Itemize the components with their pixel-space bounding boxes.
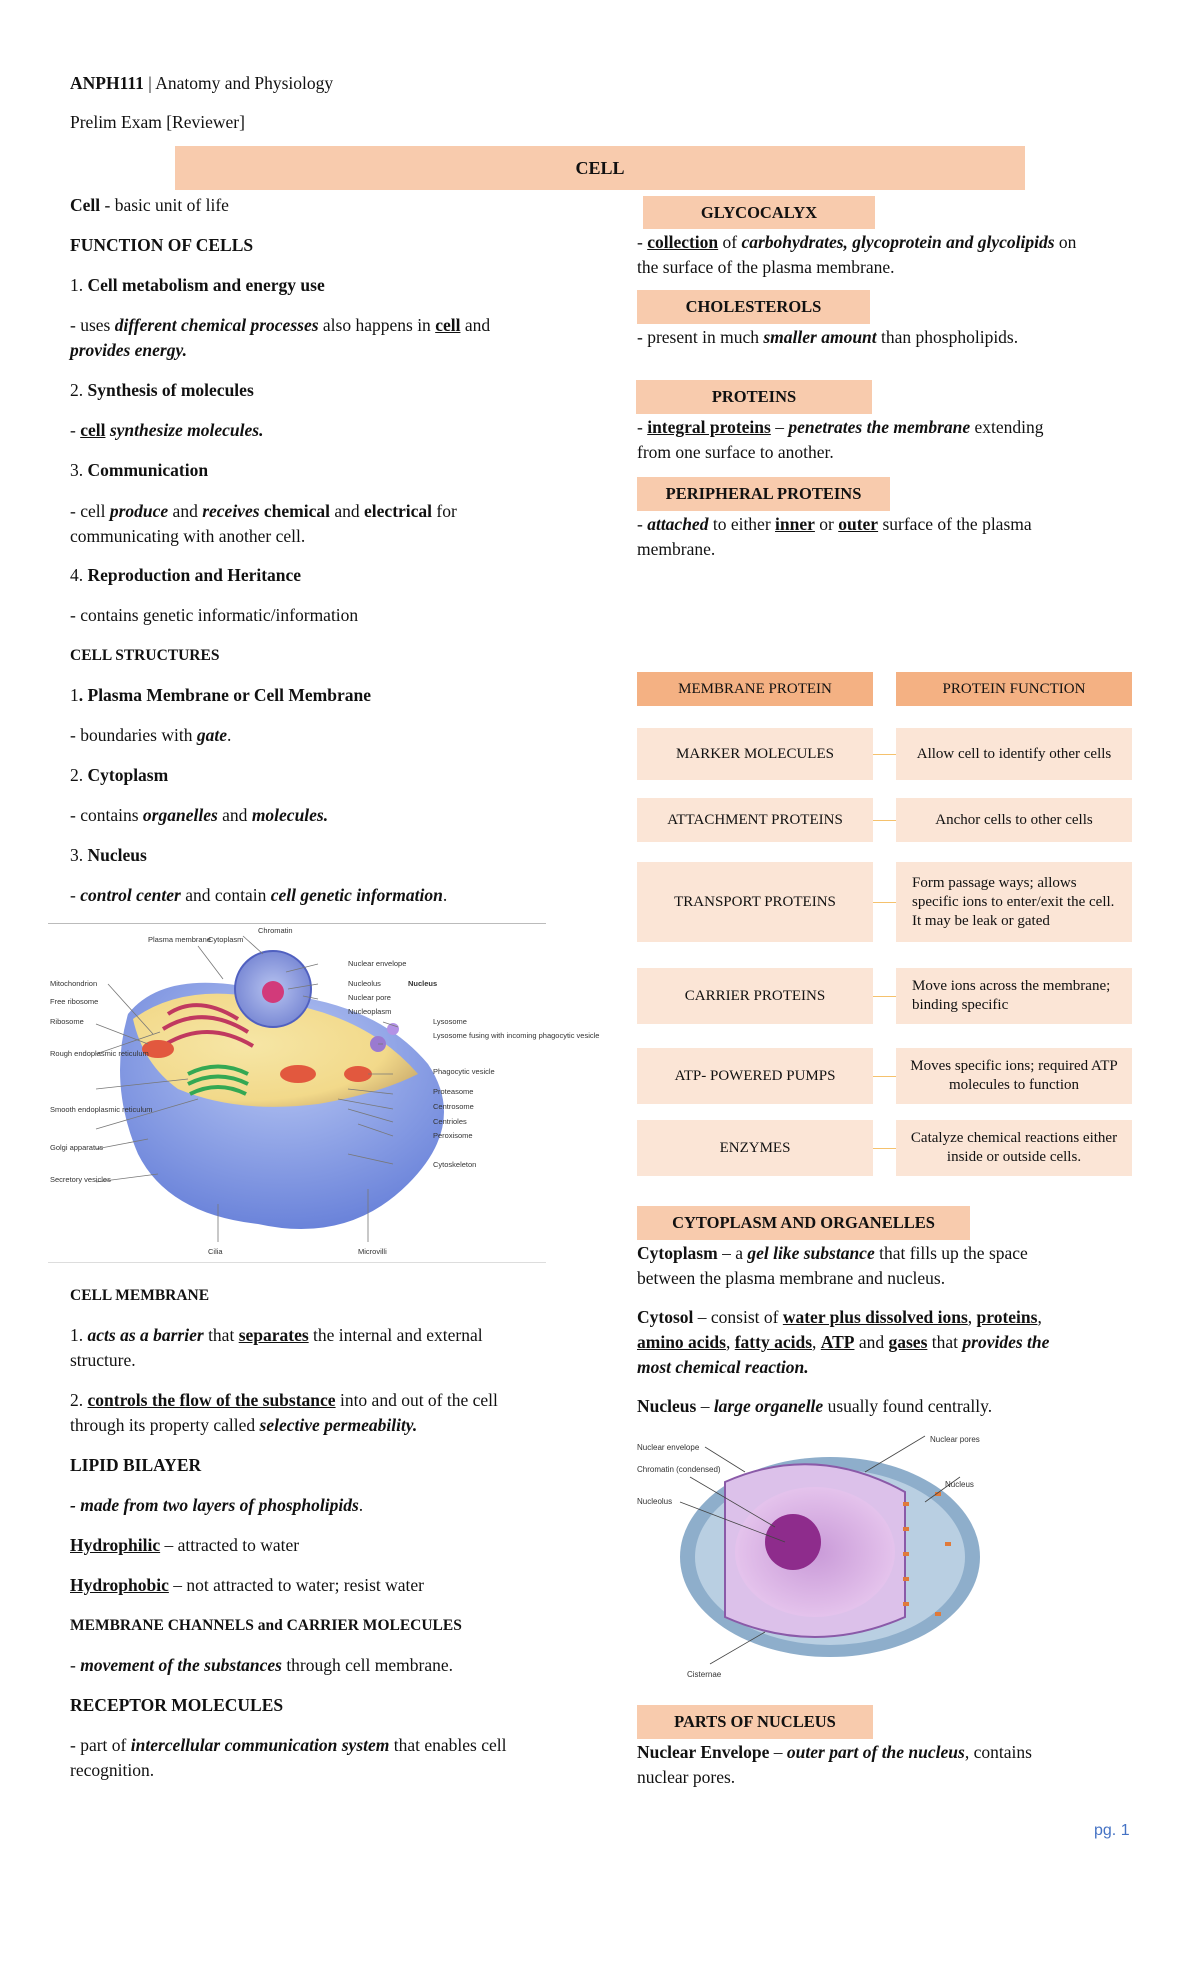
s1-d1: - boundaries with xyxy=(70,725,197,745)
env-term: Nuclear Envelope xyxy=(637,1742,770,1762)
label-microvilli: Microvilli xyxy=(358,1247,387,1256)
channels-d1: - xyxy=(70,1655,81,1675)
lipid-desc xyxy=(70,1493,363,1518)
nucleolus-shape-2 xyxy=(765,1514,821,1570)
label-cytoskeleton: Cytoskeleton xyxy=(433,1160,477,1169)
f3-d8: for xyxy=(432,501,457,521)
cell-definition xyxy=(70,193,229,218)
f1-d5: and xyxy=(460,315,491,335)
label-ribosome: Ribosome xyxy=(50,1017,84,1026)
cholesterols-desc xyxy=(637,325,1018,350)
peri-d2: attached xyxy=(647,514,709,534)
nucleus-d2: large organelle xyxy=(713,1396,824,1416)
label-free-ribosome: Free ribosome xyxy=(50,997,99,1006)
course-code: ANPH111 xyxy=(70,73,144,93)
cyto-d2: – a xyxy=(717,1243,748,1263)
env-d4: nuclear pores. xyxy=(637,1767,736,1787)
hydrophilic-line xyxy=(70,1533,299,1558)
cytosol-d10: ATP xyxy=(820,1332,855,1352)
function-3 xyxy=(70,458,208,483)
glyco-d4: carbohydrates, glycoprotein and glycolipids xyxy=(741,232,1055,252)
structure-2 xyxy=(70,763,168,788)
label-lysosome: Lysosome xyxy=(433,1017,467,1026)
f3-d7: electrical xyxy=(364,501,433,521)
f1-d4: cell xyxy=(435,315,461,335)
label-chromatin: Chromatin xyxy=(258,926,293,935)
function-3-desc xyxy=(70,499,457,549)
lipid-heading xyxy=(70,1453,201,1478)
table-function-4: Moves specific ions; required ATP molecules to function xyxy=(896,1048,1132,1104)
f1-title: Cell metabolism and energy use xyxy=(87,275,325,295)
f3-d9: communicating with another cell. xyxy=(70,526,306,546)
label-cilia: Cilia xyxy=(208,1247,223,1256)
proteins-label: PROTEINS xyxy=(636,380,872,414)
receptor-heading xyxy=(70,1693,283,1718)
structure-3 xyxy=(70,843,147,868)
cell-diagram xyxy=(48,924,600,1262)
cytosol-d8: fatty acids xyxy=(734,1332,813,1352)
lipid-d1: - made from two layers of phospholipids xyxy=(70,1495,359,1515)
f3-num: 3. xyxy=(70,460,88,480)
s3-d1: - xyxy=(70,885,81,905)
receptor-heading-text: RECEPTOR MOLECULES xyxy=(70,1695,284,1715)
hydrophobic-desc: – not attracted to water; resist water xyxy=(168,1575,424,1595)
membrane-heading-text: CELL MEMBRANE xyxy=(70,1287,210,1304)
m1-num: 1. xyxy=(70,1325,88,1345)
cyto-d1: Cytoplasm xyxy=(637,1243,718,1263)
table-function-5: Catalyze chemical reactions either inside or outside cells. xyxy=(896,1120,1132,1176)
page-number: pg. 1 xyxy=(1094,1822,1130,1839)
nucleus-term: Nucleus xyxy=(637,1396,697,1416)
membrane-heading xyxy=(70,1283,209,1308)
label-secretory-vesicles: Secretory vesicles xyxy=(50,1175,111,1184)
peri-d5: or xyxy=(814,514,839,534)
functions-heading-text: FUNCTION OF CELLS xyxy=(70,235,254,255)
peri-d6: outer xyxy=(838,514,879,534)
s3-d2: control center xyxy=(80,885,181,905)
glyco-d1: - xyxy=(637,232,648,252)
structure-1 xyxy=(70,683,371,708)
cytosol-d1: – consist of xyxy=(693,1307,783,1327)
table-protein-2: TRANSPORT PROTEINS xyxy=(637,862,873,942)
label-nucleoplasm: Nucleoplasm xyxy=(348,1007,392,1016)
s3-num: 3. xyxy=(70,845,88,865)
channels-d3: through cell membrane. xyxy=(281,1655,453,1675)
s2-d3: and xyxy=(217,805,252,825)
structure-1-desc xyxy=(70,723,231,748)
cytosol-d11: and xyxy=(854,1332,889,1352)
table-function-0: Allow cell to identify other cells xyxy=(896,728,1132,780)
channels-d2: movement of the substances xyxy=(80,1655,282,1675)
figure-divider-bottom xyxy=(48,1262,546,1263)
cytosol-d15: most chemical reaction. xyxy=(637,1357,809,1377)
cytosol-d12: gases xyxy=(888,1332,928,1352)
hydrophobic-term: Hydrophobic xyxy=(70,1575,169,1595)
glyco-d5: on xyxy=(1054,232,1077,252)
receptor-d2: intercellular communication system xyxy=(130,1735,390,1755)
label-mitochondrion: Mitochondrion xyxy=(50,979,98,988)
f2-title: Synthesis of molecules xyxy=(87,380,254,400)
nucleus-desc xyxy=(637,1394,992,1419)
cytosol-d14: provides the xyxy=(962,1332,1050,1352)
peripheral-label: PERIPHERAL PROTEINS xyxy=(637,477,890,511)
label-peroxisome: Peroxisome xyxy=(433,1131,473,1140)
structure-2-desc xyxy=(70,803,328,828)
receptor-d3: that enables cell xyxy=(389,1735,507,1755)
cytosol-d9: , xyxy=(812,1332,821,1352)
nucleus-d3: usually found centrally. xyxy=(823,1396,993,1416)
nucleolus-shape xyxy=(262,981,284,1003)
structure-3-desc xyxy=(70,883,447,908)
peri-d4: inner xyxy=(775,514,815,534)
s2-d2: organelles xyxy=(142,805,218,825)
table-connector-1 xyxy=(873,820,896,821)
table-header-protein: MEMBRANE PROTEIN xyxy=(637,672,873,706)
receptor-desc xyxy=(70,1733,506,1783)
f3-d3: and xyxy=(168,501,203,521)
table-protein-4: ATP- POWERED PUMPS xyxy=(637,1048,873,1104)
table-connector-2 xyxy=(873,902,896,903)
m2-num: 2. xyxy=(70,1390,88,1410)
cytosol-d3: , xyxy=(967,1307,977,1327)
label-golgi: Golgi apparatus xyxy=(50,1143,103,1152)
prot-d3: – xyxy=(770,417,789,437)
env-d3: , contains xyxy=(964,1742,1032,1762)
f3-d4: receives xyxy=(202,501,260,521)
m1-b: that xyxy=(203,1325,239,1345)
m2-a: controls the flow of the substance xyxy=(87,1390,336,1410)
f1-d6: provides energy. xyxy=(70,340,187,360)
function-1 xyxy=(70,273,325,298)
s1-num: 1 xyxy=(70,685,79,705)
function-1-desc xyxy=(70,313,490,363)
label-nuclear-pore: Nuclear pore xyxy=(348,993,391,1002)
cytosol-d2: water plus dissolved ions xyxy=(782,1307,968,1327)
cell-term: Cell xyxy=(70,195,101,215)
env-d1: – xyxy=(769,1742,787,1762)
cytosol-term: Cytosol xyxy=(637,1307,694,1327)
hydrophilic-desc: – attracted to water xyxy=(160,1535,300,1555)
prot-d5: extending xyxy=(970,417,1044,437)
f3-title: Communication xyxy=(87,460,209,480)
table-function-1: Anchor cells to other cells xyxy=(896,798,1132,842)
f1-num: 1. xyxy=(70,275,88,295)
f4-title: Reproduction and Heritance xyxy=(87,565,302,585)
nucfig-label-pores: Nuclear pores xyxy=(930,1435,980,1444)
cytosol-d5: , xyxy=(1037,1307,1042,1327)
m2-c: through its property called xyxy=(70,1415,260,1435)
s1-d3: . xyxy=(227,725,232,745)
membrane-point-1 xyxy=(70,1323,483,1373)
course-sep: | xyxy=(143,73,156,93)
lysosome-shape-2 xyxy=(387,1023,399,1035)
peri-d7: surface of the plasma xyxy=(878,514,1032,534)
table-protein-1: ATTACHMENT PROTEINS xyxy=(637,798,873,842)
s2-title: Cytoplasm xyxy=(87,765,169,785)
glyco-d2: collection xyxy=(647,232,719,252)
env-d2: outer part of the nucleus xyxy=(786,1742,965,1762)
structures-heading-text: CELL STRUCTURES xyxy=(70,647,220,664)
f2-d3: synthesize molecules. xyxy=(105,420,264,440)
channels-heading-text: MEMBRANE CHANNELS and CARRIER MOLECULES xyxy=(70,1617,462,1634)
table-protein-5: ENZYMES xyxy=(637,1120,873,1176)
subtitle: Prelim Exam [Reviewer] xyxy=(70,112,245,132)
label-rough-er: Rough endoplasmic reticulum xyxy=(50,1049,149,1058)
chol-d2: smaller amount xyxy=(763,327,877,347)
s2-d4: molecules. xyxy=(251,805,329,825)
m1-e: structure. xyxy=(70,1350,136,1370)
label-plasma-membrane: Plasma membrane xyxy=(148,935,211,944)
receptor-d4: recognition. xyxy=(70,1760,155,1780)
glyco-d6: the surface of the plasma membrane. xyxy=(637,257,895,277)
label-lysosome-fusing: Lysosome fusing with incoming phagocytic vesicle xyxy=(433,1031,600,1040)
peri-d1: - xyxy=(637,514,648,534)
m1-a: acts as a barrier xyxy=(87,1325,204,1345)
label-phagocytic-vesicle: Phagocytic vesicle xyxy=(433,1067,495,1076)
nucfig-label-envelope: Nuclear envelope xyxy=(637,1443,700,1452)
channels-desc xyxy=(70,1653,453,1678)
f3-d2: produce xyxy=(109,501,169,521)
functions-heading xyxy=(70,233,253,258)
s3-d3: and contain xyxy=(180,885,271,905)
prot-d6: from one surface to another. xyxy=(637,442,834,462)
prot-d4: penetrates the membrane xyxy=(788,417,971,437)
cell-banner: CELL xyxy=(175,146,1025,190)
label-centrioles: Centrioles xyxy=(433,1117,467,1126)
label-nucleolus: Nucleolus xyxy=(348,979,381,988)
label-proteasome: Proteasome xyxy=(433,1087,474,1096)
f2-d2: cell xyxy=(80,420,106,440)
table-protein-3: CARRIER PROTEINS xyxy=(637,968,873,1024)
cytosol-d4: proteins xyxy=(976,1307,1038,1327)
f2-num: 2. xyxy=(70,380,88,400)
cytoplasm-desc xyxy=(637,1241,1028,1291)
nucleus-d1: – xyxy=(696,1396,714,1416)
cyto-d3: gel like substance xyxy=(747,1243,875,1263)
structures-heading xyxy=(70,643,219,668)
hydrophobic-line xyxy=(70,1573,424,1598)
f3-d1: - cell xyxy=(70,501,110,521)
nucfig-label-chromatin: Chromatin (condensed) xyxy=(637,1465,721,1474)
membrane-point-2 xyxy=(70,1388,498,1438)
lipid-heading-text: LIPID BILAYER xyxy=(70,1455,202,1475)
peri-d8: membrane. xyxy=(637,539,716,559)
glycocalyx-desc xyxy=(637,230,1076,280)
function-4-desc: - contains genetic informatic/information xyxy=(70,605,359,625)
cytoplasm-label: CYTOPLASM AND ORGANELLES xyxy=(637,1206,970,1240)
envelope-desc xyxy=(637,1740,1032,1790)
f2-d1: - xyxy=(70,420,81,440)
cytosol-desc xyxy=(637,1305,1049,1380)
f4-num: 4. xyxy=(70,565,88,585)
cholesterols-label: CHOLESTEROLS xyxy=(637,290,870,324)
s1-d2: gate xyxy=(196,725,227,745)
f1-d1: - uses xyxy=(70,315,115,335)
lipid-d2: . xyxy=(358,1495,364,1515)
table-function-3: Move ions across the membrane; binding specific xyxy=(896,968,1132,1024)
table-connector-3 xyxy=(873,996,896,997)
label-centrosome: Centrosome xyxy=(433,1102,474,1111)
function-4 xyxy=(70,563,301,588)
label-nucleus: Nucleus xyxy=(408,979,438,988)
nucleus-diagram xyxy=(635,1432,1015,1680)
cytosol-d6: amino acids xyxy=(637,1332,726,1352)
course-line xyxy=(70,71,333,96)
proteins-desc xyxy=(637,415,1044,465)
s3-d5: . xyxy=(442,885,448,905)
label-smooth-er: Smooth endoplasmic reticulum xyxy=(50,1105,153,1114)
m2-b: into and out of the cell xyxy=(335,1390,498,1410)
nucfig-label-nucleus: Nucleus xyxy=(945,1480,974,1489)
f1-d2: different chemical processes xyxy=(114,315,319,335)
s3-title: Nucleus xyxy=(87,845,147,865)
mitochondrion-shape-2 xyxy=(280,1065,316,1083)
prot-d2: integral proteins xyxy=(647,417,771,437)
label-nuclear-envelope: Nuclear envelope xyxy=(348,959,407,968)
cytosol-d13: that xyxy=(927,1332,963,1352)
nucfig-label-cisternae: Cisternae xyxy=(687,1670,722,1679)
cytosol-d7: , xyxy=(725,1332,735,1352)
table-connector-0 xyxy=(873,754,896,755)
peri-d3: to either xyxy=(708,514,776,534)
cell-def-text: - basic unit of life xyxy=(100,195,229,215)
course-name: Anatomy and Physiology xyxy=(155,73,334,93)
table-function-2: Form passage ways; allows specific ions to enter/exit the cell. It may be leak or gated xyxy=(896,862,1132,942)
chol-d3: than phospholipids. xyxy=(876,327,1019,347)
s1-title: . Plasma Membrane or Cell Membrane xyxy=(78,685,371,705)
m1-d: the internal and external xyxy=(308,1325,483,1345)
mitochondrion-shape-3 xyxy=(344,1066,372,1082)
function-2 xyxy=(70,378,254,403)
cyto-d4: that fills up the space xyxy=(874,1243,1028,1263)
function-2-desc xyxy=(70,418,263,443)
nucfig-label-nucleolus: Nucleolus xyxy=(637,1497,673,1506)
s2-num: 2. xyxy=(70,765,88,785)
table-header-function: PROTEIN FUNCTION xyxy=(896,672,1132,706)
parts-label: PARTS OF NUCLEUS xyxy=(637,1705,873,1739)
prot-d1: - xyxy=(637,417,648,437)
label-cytoplasm: Cytoplasm xyxy=(208,935,244,944)
table-connector-4 xyxy=(873,1076,896,1077)
s3-d4: cell genetic information xyxy=(270,885,443,905)
f3-d5: chemical xyxy=(259,501,330,521)
table-protein-0: MARKER MOLECULES xyxy=(637,728,873,780)
f3-d6: and xyxy=(330,501,365,521)
channels-heading xyxy=(70,1613,462,1638)
f1-d3: also happens in xyxy=(318,315,436,335)
m2-d: selective permeability. xyxy=(259,1415,418,1435)
peripheral-desc xyxy=(637,512,1032,562)
receptor-d1: - part of xyxy=(70,1735,131,1755)
table-connector-5 xyxy=(873,1148,896,1149)
s2-d1: - contains xyxy=(70,805,143,825)
m1-c: separates xyxy=(238,1325,309,1345)
glycocalyx-label: GLYCOCALYX xyxy=(643,196,875,229)
glyco-d3: of xyxy=(718,232,742,252)
hydrophilic-term: Hydrophilic xyxy=(70,1535,161,1555)
chol-d1: - present in much xyxy=(637,327,764,347)
cyto-d5: between the plasma membrane and nucleus. xyxy=(637,1268,946,1288)
